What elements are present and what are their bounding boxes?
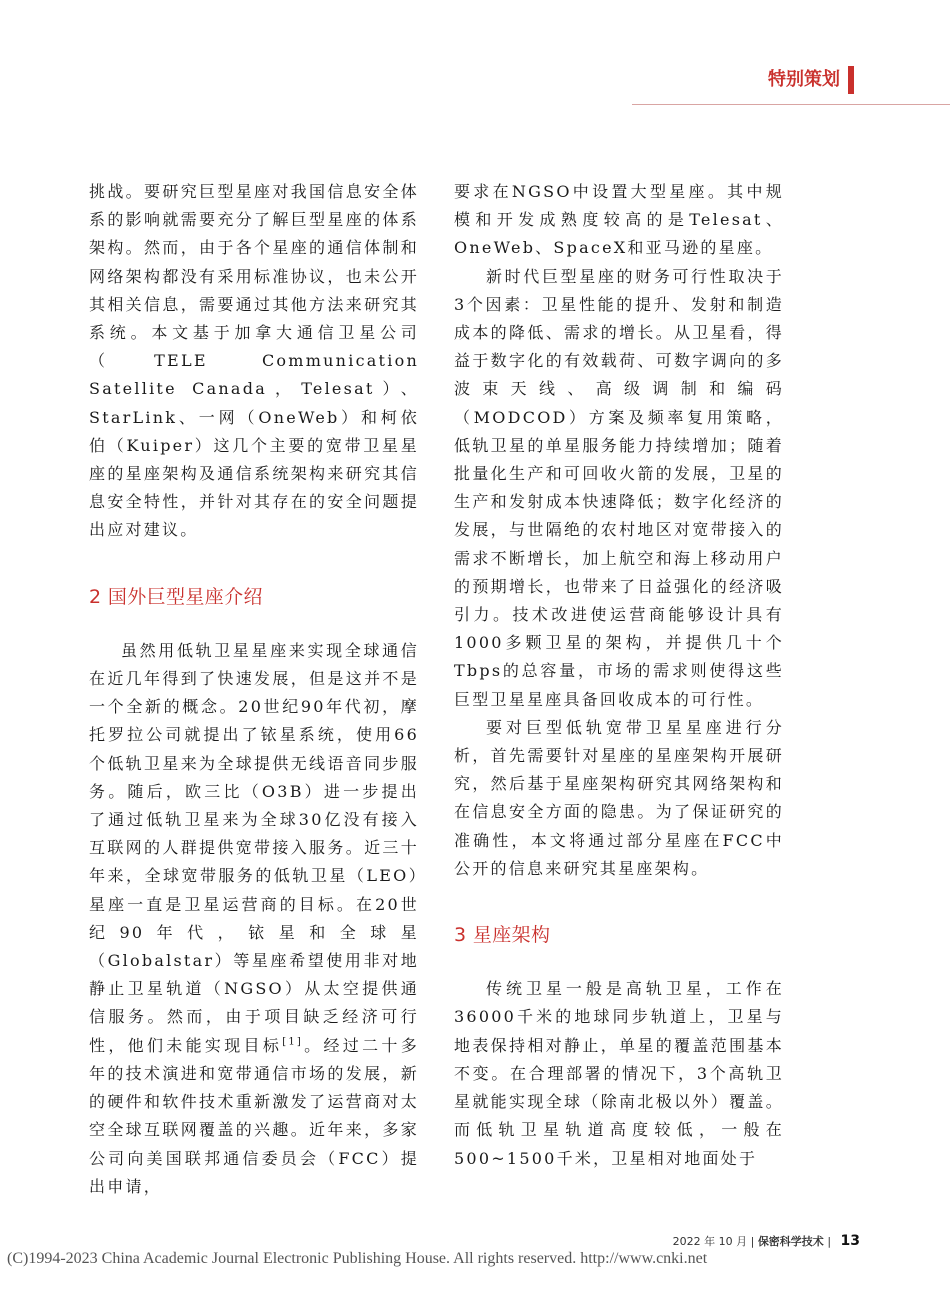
- copyright-notice: (C)1994-2023 China Academic Journal Electronic Publishing House. All rights reserved. http://www.cnki.net: [7, 1250, 708, 1267]
- page-number: 13: [840, 1233, 860, 1249]
- header-divider: [632, 104, 950, 105]
- issue-date: 2022 年 10 月: [672, 1235, 748, 1248]
- right-column: [454, 178, 784, 1173]
- paragraph: 新时代巨型星座的财务可行性取决于3个因素：卫星性能的提升、发射和制造成本的降低、需求的增长。从卫星看，得益于数字化的有效载荷、可数字调向的多波束天线、高级调制和编码（MODCOD）方案及频率复用策略，低轨卫星的单星服务能力持续增加；随着批量化生产和可回收火箭的发展，卫星的生产和发射成本快速降低；数字化经济的发展，与世隔绝的农村地区对宽带接入的需求不断增长，加上航空和海上移动用户的预期增长，也带来了日益强化的经济吸引力。技术改进使运营商能够设计具有1000多颗卫星的架构，并提供几十个Tbps的总容量，市场的需求则使得这些巨型卫星星座具备回收成本的可行性。: [454, 266, 784, 709]
- paragraph: 挑战。要研究巨型星座对我国信息安全体系的影响就需要充分了解巨型星座的体系架构。然而，由于各个星座的通信体制和网络架构都没有采用标准协议，也未公开其相关信息，需要通过其他方法来研究其系统。本文基于加拿大通信卫星公司（TELE Communication Satellite Canada，Telesat）、StarLink、一网（OneWeb）和柯依伯（Kuiper）这几个主要的宽带卫星星座的星座架构及通信系统架构来研究其信息安全特性，并针对其存在的安全问题提出应对建议。: [89, 182, 419, 540]
- section-tag: 特别策划: [768, 69, 840, 90]
- page-footer: 2022 年 10 月 | 保密科学技术 | 13: [672, 1233, 860, 1249]
- paragraph-text: 。经过二十多年的技术演进和宽带通信市场的发展，新的硬件和软件技术重新激发了运营商对太空全球互联网覆盖的兴趣。近年来，多家公司向美国联邦通信委员会（FCC）提出申请，: [89, 1035, 419, 1196]
- left-column: [89, 178, 419, 1201]
- paragraph: 传统卫星一般是高轨卫星，工作在36000千米的地球同步轨道上，卫星与地表保持相对静止，单星的覆盖范围基本不变。在合理部署的情况下，3个高轨卫星就能实现全球（除南北极以外）覆盖。而低轨卫星轨道高度较低，一般在500~1500千米，卫星相对地面处于: [454, 979, 784, 1168]
- paragraph: [89, 637, 419, 1201]
- section-tag-bar: [848, 66, 854, 94]
- paragraph-text: 虽然用低轨卫星星座来实现全球通信在近几年得到了快速发展，但是这并不是一个全新的概念。20世纪90年代初，摩托罗拉公司就提出了铱星系统，使用66个低轨卫星来为全球提供无线语音同步服务。随后，欧三比（O3B）进一步提出了通过低轨卫星来为全球30亿没有接入互联网的人群提供宽带接入服务。近三十年来，全球宽带服务的低轨卫星（LEO）星座一直是卫星运营商的目标。在20世纪90年代，铱星和全球星（Globalstar）等星座希望使用非对地静止卫星轨道（NGSO）从太空提供通信服务。然而，由于项目缺乏经济可行性，他们未能实现目标: [89, 640, 419, 1055]
- reference-mark: [1]: [282, 1036, 304, 1048]
- paragraph: 要对巨型低轨宽带卫星星座进行分析，首先需要针对星座的星座架构开展研究，然后基于星座架构研究其网络架构和在信息安全方面的隐患。为了保证研究的准确性，本文将通过部分星座在FCC中公开的信息来研究其星座架构。: [454, 717, 784, 878]
- section-heading-3: 3 星座架构: [454, 924, 551, 947]
- section-heading-2: 2 国外巨型星座介绍: [89, 585, 263, 608]
- paragraph: 要求在NGSO中设置大型星座。其中规模和开发成熟度较高的是Telesat、OneWeb、SpaceX和亚马逊的星座。: [454, 182, 784, 258]
- journal-name: 保密科学技术: [757, 1235, 824, 1248]
